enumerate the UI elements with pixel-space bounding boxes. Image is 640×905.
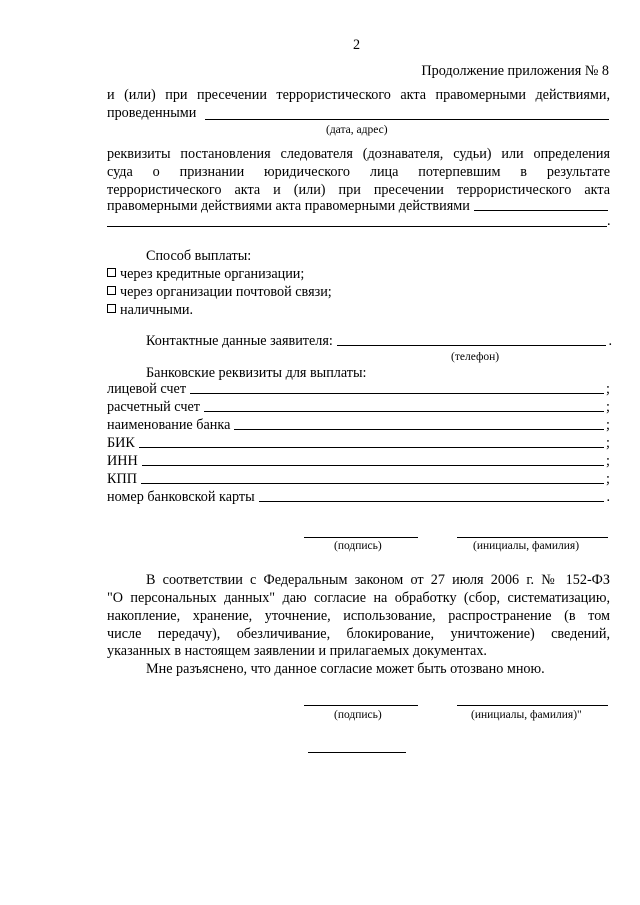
name-caption: (инициалы, фамилия) — [473, 540, 580, 552]
consent-line-1: В соответствии с Федеральным законом от 27 июля 2006 г. № 152-ФЗ — [146, 572, 610, 588]
intro-line-1: и (или) при пресечении террористического акта правомерными действиями, — [107, 87, 610, 103]
payment-heading: Способ выплаты: — [146, 248, 252, 264]
bank-name-field[interactable] — [234, 429, 604, 430]
phone-field[interactable] — [337, 345, 607, 346]
bank-field-end: ; — [606, 399, 610, 415]
bank-field-row — [107, 470, 610, 488]
payment-option-cash[interactable] — [107, 301, 193, 319]
personal-account-field[interactable] — [190, 393, 604, 394]
phone-caption: (телефон) — [451, 351, 500, 363]
requisites-end-dot: . — [607, 213, 611, 229]
bank-field-row — [107, 416, 610, 434]
checkbox-icon[interactable] — [107, 268, 116, 277]
bank-field-label: КПП — [107, 471, 137, 487]
consent-line-2: "О персональных данных" даю согласие на обработку (сбор, систематизацию, — [107, 590, 610, 606]
consent-line-5: указанных в настоящем заявлении и прилагаемых документах. — [107, 643, 487, 659]
bank-field-label: лицевой счет — [107, 381, 187, 397]
consent-line-6: Мне разъяснено, что данное согласие может быть отозвано мною. — [146, 661, 545, 677]
bank-field-row — [107, 434, 610, 452]
requisites-line-3: террористического акта и (или) при пресечении террористического акта — [107, 182, 610, 198]
bank-field-row — [107, 398, 610, 416]
settlement-account-field[interactable] — [204, 411, 604, 412]
closing-separator — [308, 752, 406, 753]
contacts-row — [146, 332, 612, 350]
signature-field[interactable] — [304, 705, 418, 706]
payment-option-label: наличными. — [120, 302, 194, 318]
signature-caption: (подпись) — [334, 709, 382, 721]
bik-field[interactable] — [139, 447, 604, 448]
bank-field-label: БИК — [107, 435, 135, 451]
card-number-field[interactable] — [259, 501, 605, 502]
checkbox-icon[interactable] — [107, 304, 116, 313]
kpp-field[interactable] — [141, 483, 604, 484]
name-caption: (инициалы, фамилия)" — [471, 709, 582, 721]
bank-heading: Банковские реквизиты для выплаты: — [146, 365, 367, 381]
bank-field-end: . — [606, 489, 610, 505]
requisites-line-2: суда о признании юридического лица потерпевшим в результате — [107, 164, 610, 180]
contacts-label: Контактные данные заявителя: — [146, 333, 333, 349]
bank-field-end: ; — [606, 471, 610, 487]
requisites-line-4 — [107, 197, 610, 215]
continuation-note: Продолжение приложения № 8 — [421, 63, 609, 79]
payment-option-post[interactable] — [107, 283, 332, 301]
requisites-field-continued[interactable] — [107, 226, 607, 227]
bank-field-end: ; — [606, 453, 610, 469]
bank-field-label: расчетный счет — [107, 399, 200, 415]
checkbox-icon[interactable] — [107, 286, 116, 295]
bank-field-row — [107, 488, 610, 506]
bank-field-end: ; — [606, 435, 610, 451]
requisites-field[interactable] — [474, 210, 608, 211]
bank-field-row — [107, 380, 610, 398]
intro-line-2-label: проведенными — [107, 105, 197, 121]
signature-field[interactable] — [304, 537, 418, 538]
signature-caption: (подпись) — [334, 540, 382, 552]
bank-field-label: ИНН — [107, 453, 138, 469]
date-address-field[interactable] — [205, 119, 609, 120]
payment-option-bank[interactable] — [107, 265, 304, 283]
bank-field-row — [107, 452, 610, 470]
bank-field-label: номер банковской карты — [107, 489, 255, 505]
payment-option-label: через организации почтовой связи; — [120, 284, 332, 300]
requisites-line-4-text: правомерными действиями акта правомерными действиями — [107, 198, 470, 214]
name-field[interactable] — [457, 705, 608, 706]
page-number: 2 — [353, 37, 361, 53]
contacts-end: . — [608, 333, 612, 349]
bank-field-end: ; — [606, 417, 610, 433]
payment-option-label: через кредитные организации; — [120, 266, 305, 282]
date-address-caption: (дата, адрес) — [326, 124, 388, 136]
consent-line-3: накопление, хранение, уточнение, использование, распространение (в том — [107, 608, 610, 624]
bank-field-end: ; — [606, 381, 610, 397]
inn-field[interactable] — [142, 465, 604, 466]
name-field[interactable] — [457, 537, 608, 538]
consent-line-4: числе передачу), обезличивание, блокирование, уничтожение) сведений, — [107, 626, 610, 642]
bank-field-label: наименование банка — [107, 417, 231, 433]
requisites-line-1: реквизиты постановления следователя (дознавателя, судьи) или определения — [107, 146, 610, 162]
